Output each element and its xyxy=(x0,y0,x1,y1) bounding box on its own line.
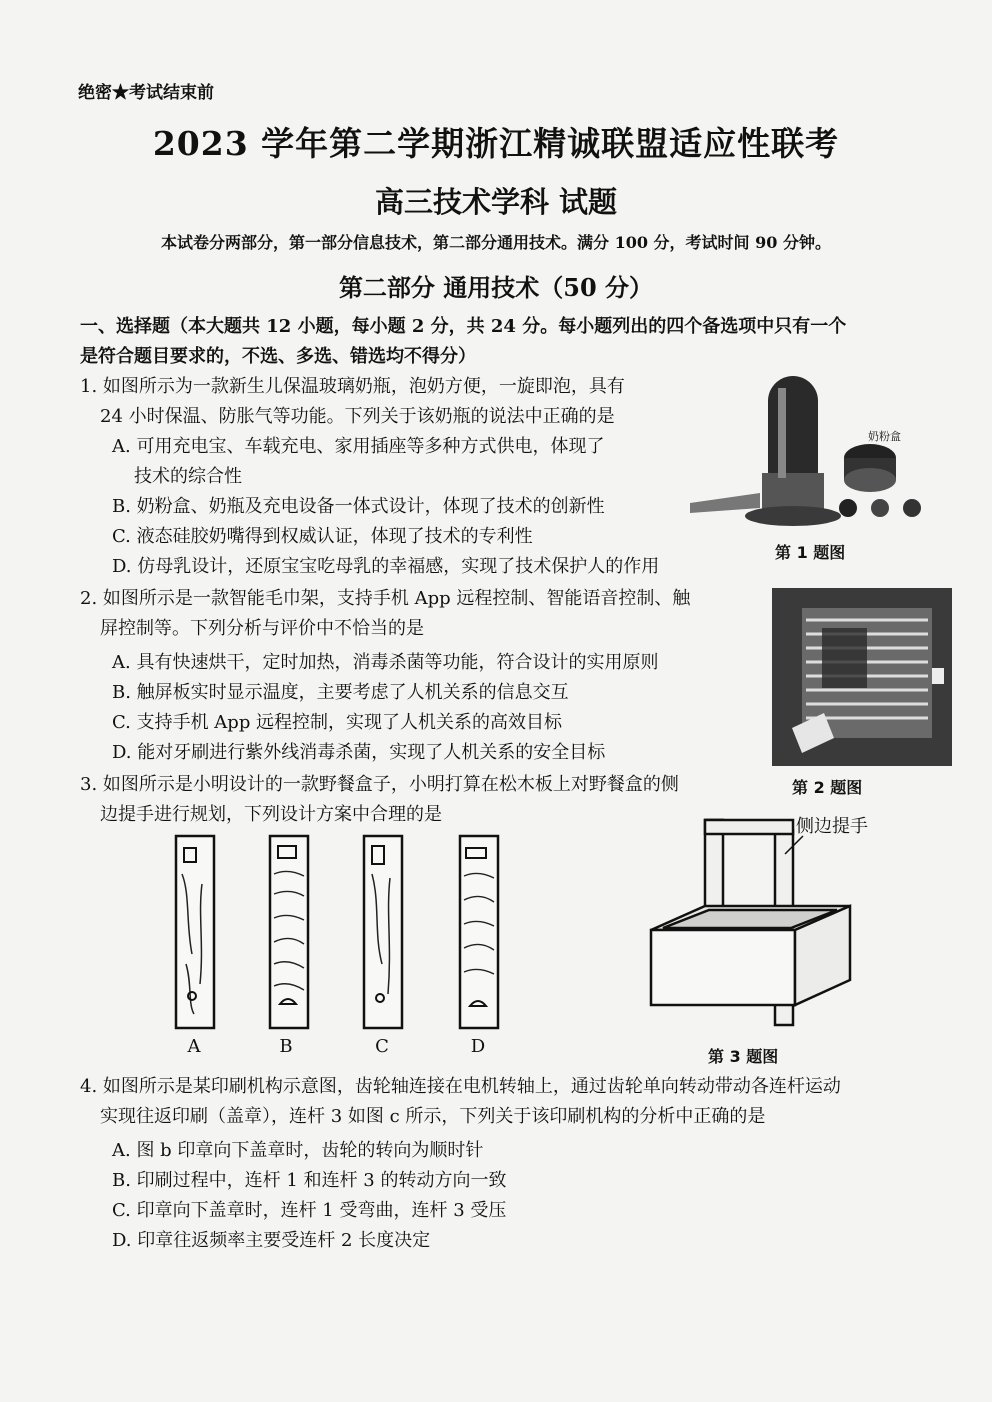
q2-figure-towel-rack xyxy=(772,588,952,766)
q3-figure-picnic-box xyxy=(645,810,865,1035)
q1-stem-line1: 1. 如图所示为一款新生儿保温玻璃奶瓶，泡奶方便，一旋即泡，具有 xyxy=(80,376,625,397)
q3-letter-c: C xyxy=(375,1036,389,1057)
q2-option-d: D. 能对牙刷进行紫外线消毒杀菌，实现了人机关系的安全目标 xyxy=(112,742,606,763)
q1-option-a-cont: 技术的综合性 xyxy=(134,466,242,487)
q3-letter-b: B xyxy=(279,1036,293,1057)
q4-stem-line1: 4. 如图所示是某印刷机构示意图，齿轮轴连接在电机转轴上，通过齿轮单向转动带动各连杆运动 xyxy=(80,1076,841,1097)
confidential-mark: 绝密★考试结束前 xyxy=(78,83,214,103)
q2-option-b: B. 触屏板实时显示温度，主要考虑了人机关系的信息交互 xyxy=(112,682,569,703)
q3-handle-label: 侧边提手 xyxy=(796,816,868,837)
q1-option-b: B. 奶粉盒、奶瓶及充电设备一体式设计，体现了技术的创新性 xyxy=(112,496,605,517)
q2-caption: 第 2 题图 xyxy=(792,778,863,797)
q1-option-d: D. 仿母乳设计，还原宝宝吃母乳的幸福感，实现了技术保护人的作用 xyxy=(112,556,660,577)
q4-option-a: A. 图 b 印章向下盖章时，齿轮的转向为顺时针 xyxy=(112,1140,484,1161)
q3-option-b-board xyxy=(266,834,312,1030)
q3-option-c-board xyxy=(360,834,406,1030)
q1-option-c: C. 液态硅胶奶嘴得到权威认证，体现了技术的专利性 xyxy=(112,526,533,547)
section-heading-line1: 一、选择题（本大题共 12 小题，每小题 2 分，共 24 分。每小题列出的四个备选项中只有一个 xyxy=(80,316,847,337)
q1-figure-label: 奶粉盒 xyxy=(868,430,901,443)
q4-option-c: C. 印章向下盖章时，连杆 1 受弯曲，连杆 3 受压 xyxy=(112,1200,507,1221)
q2-stem-line1: 2. 如图所示是一款智能毛巾架，支持手机 App 远程控制、智能语音控制、触 xyxy=(80,588,691,609)
q1-option-a: A. 可用充电宝、车载充电、家用插座等多种方式供电，体现了 xyxy=(112,436,605,457)
q1-figure-bottle xyxy=(690,368,930,533)
q3-caption: 第 3 题图 xyxy=(708,1047,779,1066)
exam-intro: 本试卷分两部分，第一部分信息技术，第二部分通用技术。满分 100 分，考试时间 90 分钟。 xyxy=(161,233,831,252)
section-heading-line2: 是符合题目要求的，不选、多选、错选均不得分） xyxy=(80,346,476,367)
exam-subtitle: 高三技术学科 试题 xyxy=(374,185,618,219)
q3-stem-line2: 边提手进行规划，下列设计方案中合理的是 xyxy=(100,804,442,825)
q2-stem-line2: 屏控制等。下列分析与评价中不恰当的是 xyxy=(100,618,424,639)
q4-stem-line2: 实现往返印刷（盖章），连杆 3 如图 c 所示，下列关于该印刷机构的分析中正确的是 xyxy=(100,1106,766,1127)
q2-option-a: A. 具有快速烘干，定时加热，消毒杀菌等功能，符合设计的实用原则 xyxy=(112,652,659,673)
q4-option-b: B. 印刷过程中，连杆 1 和连杆 3 的转动方向一致 xyxy=(112,1170,507,1191)
q3-stem-line1: 3. 如图所示是小明设计的一款野餐盒子，小明打算在松木板上对野餐盒的侧 xyxy=(80,774,679,795)
q1-stem-line2: 24 小时保温、防胀气等功能。下列关于该奶瓶的说法中正确的是 xyxy=(100,406,615,427)
q2-option-c: C. 支持手机 App 远程控制，实现了人机关系的高效目标 xyxy=(112,712,563,733)
q1-caption: 第 1 题图 xyxy=(775,543,846,562)
q3-option-a-board xyxy=(172,834,218,1030)
exam-title: 2023 学年第二学期浙江精诚联盟适应性联考 xyxy=(152,124,840,163)
q3-letter-d: D xyxy=(470,1036,486,1057)
part-heading: 第二部分 通用技术（50 分） xyxy=(338,273,654,302)
q3-option-d-board xyxy=(456,834,502,1030)
q4-option-d: D. 印章往返频率主要受连杆 2 长度决定 xyxy=(112,1230,431,1251)
q3-letter-a: A xyxy=(187,1036,201,1057)
